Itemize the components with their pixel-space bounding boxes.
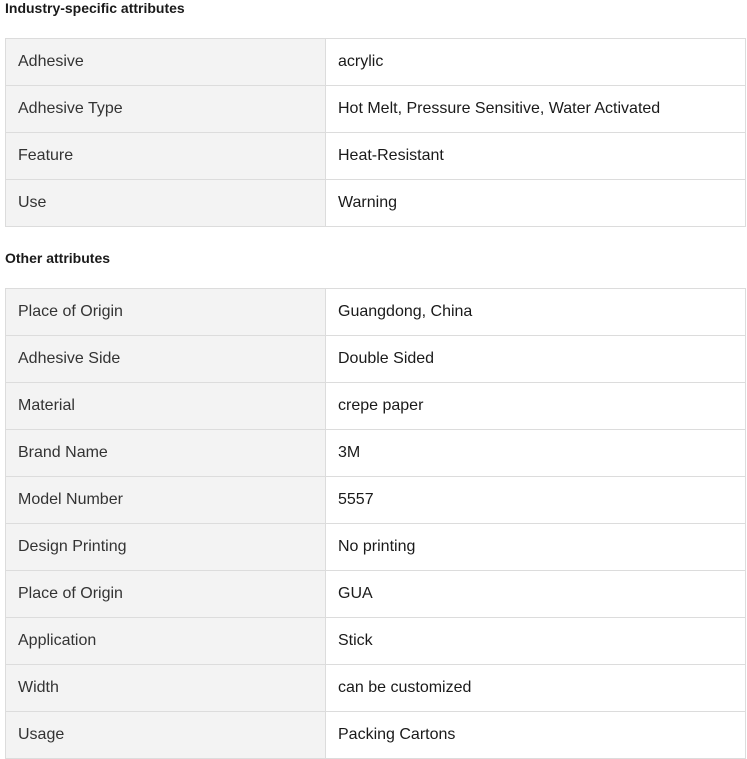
table-row	[6, 336, 746, 383]
attribute-value: Heat-Resistant	[326, 133, 746, 180]
attribute-value: 3M	[326, 430, 746, 477]
attribute-value: Stick	[326, 618, 746, 665]
attribute-name: Adhesive Side	[6, 336, 326, 383]
attribute-name: Material	[6, 383, 326, 430]
attribute-value: Hot Melt, Pressure Sensitive, Water Activated	[326, 86, 746, 133]
attribute-name: Model Number	[6, 477, 326, 524]
attribute-name: Adhesive	[6, 39, 326, 86]
attribute-name: Brand Name	[6, 430, 326, 477]
other-attributes-table	[5, 288, 746, 759]
attribute-name: Adhesive Type	[6, 86, 326, 133]
other-attributes-body	[6, 289, 746, 759]
attribute-value: Warning	[326, 180, 746, 227]
attribute-value: acrylic	[326, 39, 746, 86]
table-row	[6, 289, 746, 336]
attribute-value: No printing	[326, 524, 746, 571]
attribute-value: GUA	[326, 571, 746, 618]
attribute-value: Double Sided	[326, 336, 746, 383]
attribute-name: Feature	[6, 133, 326, 180]
attribute-value: crepe paper	[326, 383, 746, 430]
table-row	[6, 524, 746, 571]
table-row	[6, 383, 746, 430]
table-row	[6, 180, 746, 227]
industry-attributes-title: Industry-specific attributes	[5, 0, 185, 16]
table-row	[6, 39, 746, 86]
table-row	[6, 430, 746, 477]
industry-attributes-body	[6, 39, 746, 227]
table-row	[6, 665, 746, 712]
attribute-name: Usage	[6, 712, 326, 759]
table-row	[6, 133, 746, 180]
attribute-name: Place of Origin	[6, 571, 326, 618]
attribute-name: Application	[6, 618, 326, 665]
attribute-name: Width	[6, 665, 326, 712]
attribute-name: Design Printing	[6, 524, 326, 571]
attribute-value: Guangdong, China	[326, 289, 746, 336]
attribute-name: Use	[6, 180, 326, 227]
attribute-name: Place of Origin	[6, 289, 326, 336]
table-row	[6, 477, 746, 524]
attribute-value: can be customized	[326, 665, 746, 712]
industry-attributes-table	[5, 38, 746, 227]
attribute-value: 5557	[326, 477, 746, 524]
attribute-value: Packing Cartons	[326, 712, 746, 759]
table-row	[6, 571, 746, 618]
table-row	[6, 618, 746, 665]
table-row	[6, 712, 746, 759]
other-attributes-title: Other attributes	[5, 250, 111, 266]
table-row	[6, 86, 746, 133]
